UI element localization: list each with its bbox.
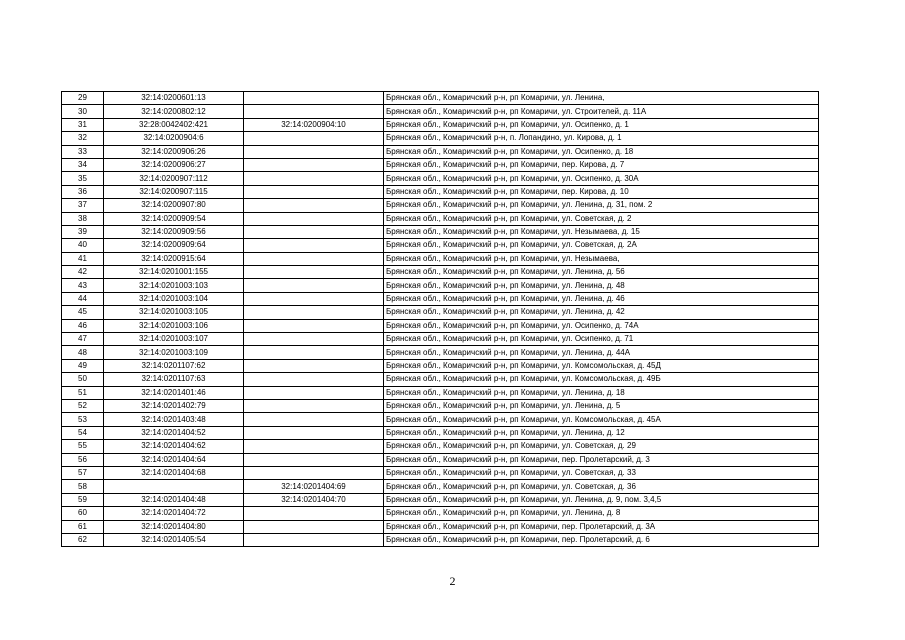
- address-cell: Брянская обл., Комаричский р-н, рп Комаричи, ул. Ленина, д. 42: [384, 306, 819, 319]
- cadastral-number-cell: 32:14:0200907:80: [104, 199, 244, 212]
- row-number-cell: 31: [62, 118, 104, 131]
- table-row: [62, 333, 819, 346]
- table-row: [62, 172, 819, 185]
- table-row: [62, 440, 819, 453]
- row-number-cell: 49: [62, 359, 104, 372]
- row-number-cell: 38: [62, 212, 104, 225]
- table-row: [62, 533, 819, 546]
- linked-cadastral-number-cell: [244, 346, 384, 359]
- linked-cadastral-number-cell: [244, 440, 384, 453]
- linked-cadastral-number-cell: [244, 225, 384, 238]
- address-cell: Брянская обл., Комаричский р-н, рп Комаричи, ул. Ленина, д. 48: [384, 279, 819, 292]
- linked-cadastral-number-cell: [244, 413, 384, 426]
- linked-cadastral-number-cell: [244, 373, 384, 386]
- row-number-cell: 30: [62, 105, 104, 118]
- table-row: [62, 239, 819, 252]
- address-cell: Брянская обл., Комаричский р-н, рп Комаричи, ул. Ленина, д. 18: [384, 386, 819, 399]
- linked-cadastral-number-cell: [244, 105, 384, 118]
- cadastral-number-cell: 32:14:0201107:62: [104, 359, 244, 372]
- table-row: [62, 399, 819, 412]
- table-row: [62, 212, 819, 225]
- linked-cadastral-number-cell: [244, 386, 384, 399]
- address-cell: Брянская обл., Комаричский р-н, п. Лопандино, ул. Кирова, д. 1: [384, 132, 819, 145]
- address-cell: Брянская обл., Комаричский р-н, рп Комаричи, ул. Ленина, д. 5: [384, 399, 819, 412]
- linked-cadastral-number-cell: [244, 453, 384, 466]
- linked-cadastral-number-cell: [244, 333, 384, 346]
- cadastral-number-cell: 32:28:0042402:421: [104, 118, 244, 131]
- table-row: [62, 507, 819, 520]
- cadastral-number-cell: 32:14:0200601:13: [104, 92, 244, 105]
- table-row: [62, 252, 819, 265]
- cadastral-number-cell: 32:14:0201107:63: [104, 373, 244, 386]
- cadastral-number-cell: 32:14:0200802:12: [104, 105, 244, 118]
- row-number-cell: 61: [62, 520, 104, 533]
- linked-cadastral-number-cell: [244, 252, 384, 265]
- address-cell: Брянская обл., Комаричский р-н, рп Комаричи, ул. Ленина, д. 12: [384, 426, 819, 439]
- table-row: [62, 359, 819, 372]
- cadastral-number-cell: 32:14:0201003:105: [104, 306, 244, 319]
- cadastral-number-cell: 32:14:0200909:56: [104, 225, 244, 238]
- address-cell: Брянская обл., Комаричский р-н, рп Комаричи, ул. Ленина, д. 56: [384, 266, 819, 279]
- row-number-cell: 42: [62, 266, 104, 279]
- row-number-cell: 44: [62, 292, 104, 305]
- row-number-cell: 54: [62, 426, 104, 439]
- cadastral-number-cell: 32:14:0201003:106: [104, 319, 244, 332]
- row-number-cell: 51: [62, 386, 104, 399]
- cadastral-number-cell: 32:14:0201404:48: [104, 493, 244, 506]
- linked-cadastral-number-cell: [244, 172, 384, 185]
- linked-cadastral-number-cell: [244, 266, 384, 279]
- cadastral-number-cell: 32:14:0200904:6: [104, 132, 244, 145]
- linked-cadastral-number-cell: [244, 533, 384, 546]
- address-cell: Брянская обл., Комаричский р-н, рп Комаричи, ул. Осипенко, д. 1: [384, 118, 819, 131]
- row-number-cell: 29: [62, 92, 104, 105]
- address-cell: Брянская обл., Комаричский р-н, рп Комаричи, ул. Комсомольская, д. 49Б: [384, 373, 819, 386]
- address-cell: Брянская обл., Комаричский р-н, рп Комаричи, пер. Пролетарский, д. 3А: [384, 520, 819, 533]
- address-cell: Брянская обл., Комаричский р-н, рп Комаричи, ул. Советская, д. 29: [384, 440, 819, 453]
- row-number-cell: 48: [62, 346, 104, 359]
- linked-cadastral-number-cell: [244, 279, 384, 292]
- table-row: [62, 118, 819, 131]
- address-cell: Брянская обл., Комаричский р-н, рп Комаричи, ул. Ленина, д. 31, пом. 2: [384, 199, 819, 212]
- cadastral-number-cell: 32:14:0201402:79: [104, 399, 244, 412]
- linked-cadastral-number-cell: 32:14:0201404:70: [244, 493, 384, 506]
- address-cell: Брянская обл., Комаричский р-н, рп Комаричи, ул. Незымаева,: [384, 252, 819, 265]
- row-number-cell: 40: [62, 239, 104, 252]
- row-number-cell: 33: [62, 145, 104, 158]
- address-cell: Брянская обл., Комаричский р-н, рп Комаричи, ул. Ленина,: [384, 92, 819, 105]
- address-cell: Брянская обл., Комаричский р-н, рп Комаричи, ул. Советская, д. 2А: [384, 239, 819, 252]
- table-row: [62, 199, 819, 212]
- table-row: [62, 132, 819, 145]
- row-number-cell: 52: [62, 399, 104, 412]
- cadastral-number-cell: 32:14:0201404:72: [104, 507, 244, 520]
- table-row: [62, 185, 819, 198]
- row-number-cell: 60: [62, 507, 104, 520]
- linked-cadastral-number-cell: [244, 212, 384, 225]
- address-cell: Брянская обл., Комаричский р-н, рп Комаричи, пер. Кирова, д. 7: [384, 158, 819, 171]
- linked-cadastral-number-cell: 32:14:0201404:69: [244, 480, 384, 493]
- cadastral-number-cell: 32:14:0201404:52: [104, 426, 244, 439]
- address-cell: Брянская обл., Комаричский р-н, рп Комаричи, ул. Ленина, д. 8: [384, 507, 819, 520]
- row-number-cell: 53: [62, 413, 104, 426]
- table-row: [62, 145, 819, 158]
- address-cell: Брянская обл., Комаричский р-н, рп Комаричи, ул. Комсомольская, д. 45А: [384, 413, 819, 426]
- linked-cadastral-number-cell: [244, 199, 384, 212]
- table-row: [62, 386, 819, 399]
- cadastral-number-cell: 32:14:0201003:107: [104, 333, 244, 346]
- row-number-cell: 59: [62, 493, 104, 506]
- address-cell: Брянская обл., Комаричский р-н, рп Комаричи, ул. Строителей, д. 11А: [384, 105, 819, 118]
- table-row: [62, 480, 819, 493]
- linked-cadastral-number-cell: [244, 306, 384, 319]
- cadastral-number-cell: 32:14:0200915:64: [104, 252, 244, 265]
- cadastral-number-cell: 32:14:0200907:112: [104, 172, 244, 185]
- address-cell: Брянская обл., Комаричский р-н, рп Комаричи, ул. Ленина, д. 46: [384, 292, 819, 305]
- row-number-cell: 36: [62, 185, 104, 198]
- linked-cadastral-number-cell: [244, 239, 384, 252]
- table-row: [62, 466, 819, 479]
- cadastral-number-cell: 32:14:0201404:80: [104, 520, 244, 533]
- cadastral-number-cell: 32:14:0201401:46: [104, 386, 244, 399]
- cadastral-number-cell: 32:14:0200906:27: [104, 158, 244, 171]
- row-number-cell: 58: [62, 480, 104, 493]
- table-row: [62, 105, 819, 118]
- linked-cadastral-number-cell: [244, 520, 384, 533]
- table-row: [62, 158, 819, 171]
- table-row: [62, 292, 819, 305]
- row-number-cell: 55: [62, 440, 104, 453]
- table-row: [62, 346, 819, 359]
- linked-cadastral-number-cell: [244, 359, 384, 372]
- table-row: [62, 319, 819, 332]
- linked-cadastral-number-cell: [244, 185, 384, 198]
- row-number-cell: 50: [62, 373, 104, 386]
- cadastral-number-cell: [104, 480, 244, 493]
- table-body: [62, 92, 819, 547]
- cadastral-number-cell: 32:14:0201404:68: [104, 466, 244, 479]
- table-row: [62, 225, 819, 238]
- linked-cadastral-number-cell: [244, 466, 384, 479]
- address-cell: Брянская обл., Комаричский р-н, рп Комаричи, ул. Советская, д. 2: [384, 212, 819, 225]
- row-number-cell: 41: [62, 252, 104, 265]
- row-number-cell: 37: [62, 199, 104, 212]
- address-cell: Брянская обл., Комаричский р-н, рп Комаричи, ул. Ленина, д. 44А: [384, 346, 819, 359]
- address-cell: Брянская обл., Комаричский р-н, рп Комаричи, ул. Осипенко, д. 74А: [384, 319, 819, 332]
- address-cell: Брянская обл., Комаричский р-н, рп Комаричи, ул. Осипенко, д. 71: [384, 333, 819, 346]
- linked-cadastral-number-cell: [244, 319, 384, 332]
- cadastral-number-cell: 32:14:0201403:48: [104, 413, 244, 426]
- property-table: [61, 91, 819, 547]
- address-cell: Брянская обл., Комаричский р-н, рп Комаричи, ул. Осипенко, д. 30А: [384, 172, 819, 185]
- cadastral-number-cell: 32:14:0200909:54: [104, 212, 244, 225]
- row-number-cell: 35: [62, 172, 104, 185]
- cadastral-number-cell: 32:14:0201003:109: [104, 346, 244, 359]
- linked-cadastral-number-cell: [244, 292, 384, 305]
- row-number-cell: 56: [62, 453, 104, 466]
- address-cell: Брянская обл., Комаричский р-н, рп Комаричи, ул. Ленина, д. 9, пом. 3,4,5: [384, 493, 819, 506]
- table-row: [62, 266, 819, 279]
- cadastral-number-cell: 32:14:0200909:64: [104, 239, 244, 252]
- cadastral-number-cell: 32:14:0201404:64: [104, 453, 244, 466]
- table-row: [62, 413, 819, 426]
- cadastral-number-cell: 32:14:0200906:26: [104, 145, 244, 158]
- row-number-cell: 32: [62, 132, 104, 145]
- linked-cadastral-number-cell: [244, 92, 384, 105]
- linked-cadastral-number-cell: 32:14:0200904:10: [244, 118, 384, 131]
- address-cell: Брянская обл., Комаричский р-н, рп Комаричи, ул. Советская, д. 33: [384, 466, 819, 479]
- table-row: [62, 453, 819, 466]
- table-row: [62, 426, 819, 439]
- address-cell: Брянская обл., Комаричский р-н, рп Комаричи, пер. Пролетарский, д. 3: [384, 453, 819, 466]
- cadastral-number-cell: 32:14:0201404:62: [104, 440, 244, 453]
- row-number-cell: 57: [62, 466, 104, 479]
- table-row: [62, 493, 819, 506]
- table-row: [62, 306, 819, 319]
- cadastral-number-cell: 32:14:0200907:115: [104, 185, 244, 198]
- row-number-cell: 39: [62, 225, 104, 238]
- row-number-cell: 62: [62, 533, 104, 546]
- linked-cadastral-number-cell: [244, 399, 384, 412]
- cadastral-number-cell: 32:14:0201003:104: [104, 292, 244, 305]
- table-row: [62, 373, 819, 386]
- row-number-cell: 43: [62, 279, 104, 292]
- table-row: [62, 520, 819, 533]
- address-cell: Брянская обл., Комаричский р-н, рп Комаричи, ул. Комсомольская, д. 45Д: [384, 359, 819, 372]
- linked-cadastral-number-cell: [244, 158, 384, 171]
- address-cell: Брянская обл., Комаричский р-н, рп Комаричи, ул. Осипенко, д. 18: [384, 145, 819, 158]
- linked-cadastral-number-cell: [244, 145, 384, 158]
- linked-cadastral-number-cell: [244, 132, 384, 145]
- table-row: [62, 92, 819, 105]
- row-number-cell: 47: [62, 333, 104, 346]
- row-number-cell: 34: [62, 158, 104, 171]
- row-number-cell: 46: [62, 319, 104, 332]
- cadastral-number-cell: 32:14:0201001:155: [104, 266, 244, 279]
- linked-cadastral-number-cell: [244, 426, 384, 439]
- table-row: [62, 279, 819, 292]
- address-cell: Брянская обл., Комаричский р-н, рп Комаричи, пер. Кирова, д. 10: [384, 185, 819, 198]
- cadastral-number-cell: 32:14:0201405:54: [104, 533, 244, 546]
- address-cell: Брянская обл., Комаричский р-н, рп Комаричи, пер. Пролетарский, д. 6: [384, 533, 819, 546]
- page-number: 2: [449, 574, 456, 588]
- cadastral-number-cell: 32:14:0201003:103: [104, 279, 244, 292]
- row-number-cell: 45: [62, 306, 104, 319]
- linked-cadastral-number-cell: [244, 507, 384, 520]
- address-cell: Брянская обл., Комаричский р-н, рп Комаричи, ул. Незымаева, д. 15: [384, 225, 819, 238]
- address-cell: Брянская обл., Комаричский р-н, рп Комаричи, ул. Советская, д. 36: [384, 480, 819, 493]
